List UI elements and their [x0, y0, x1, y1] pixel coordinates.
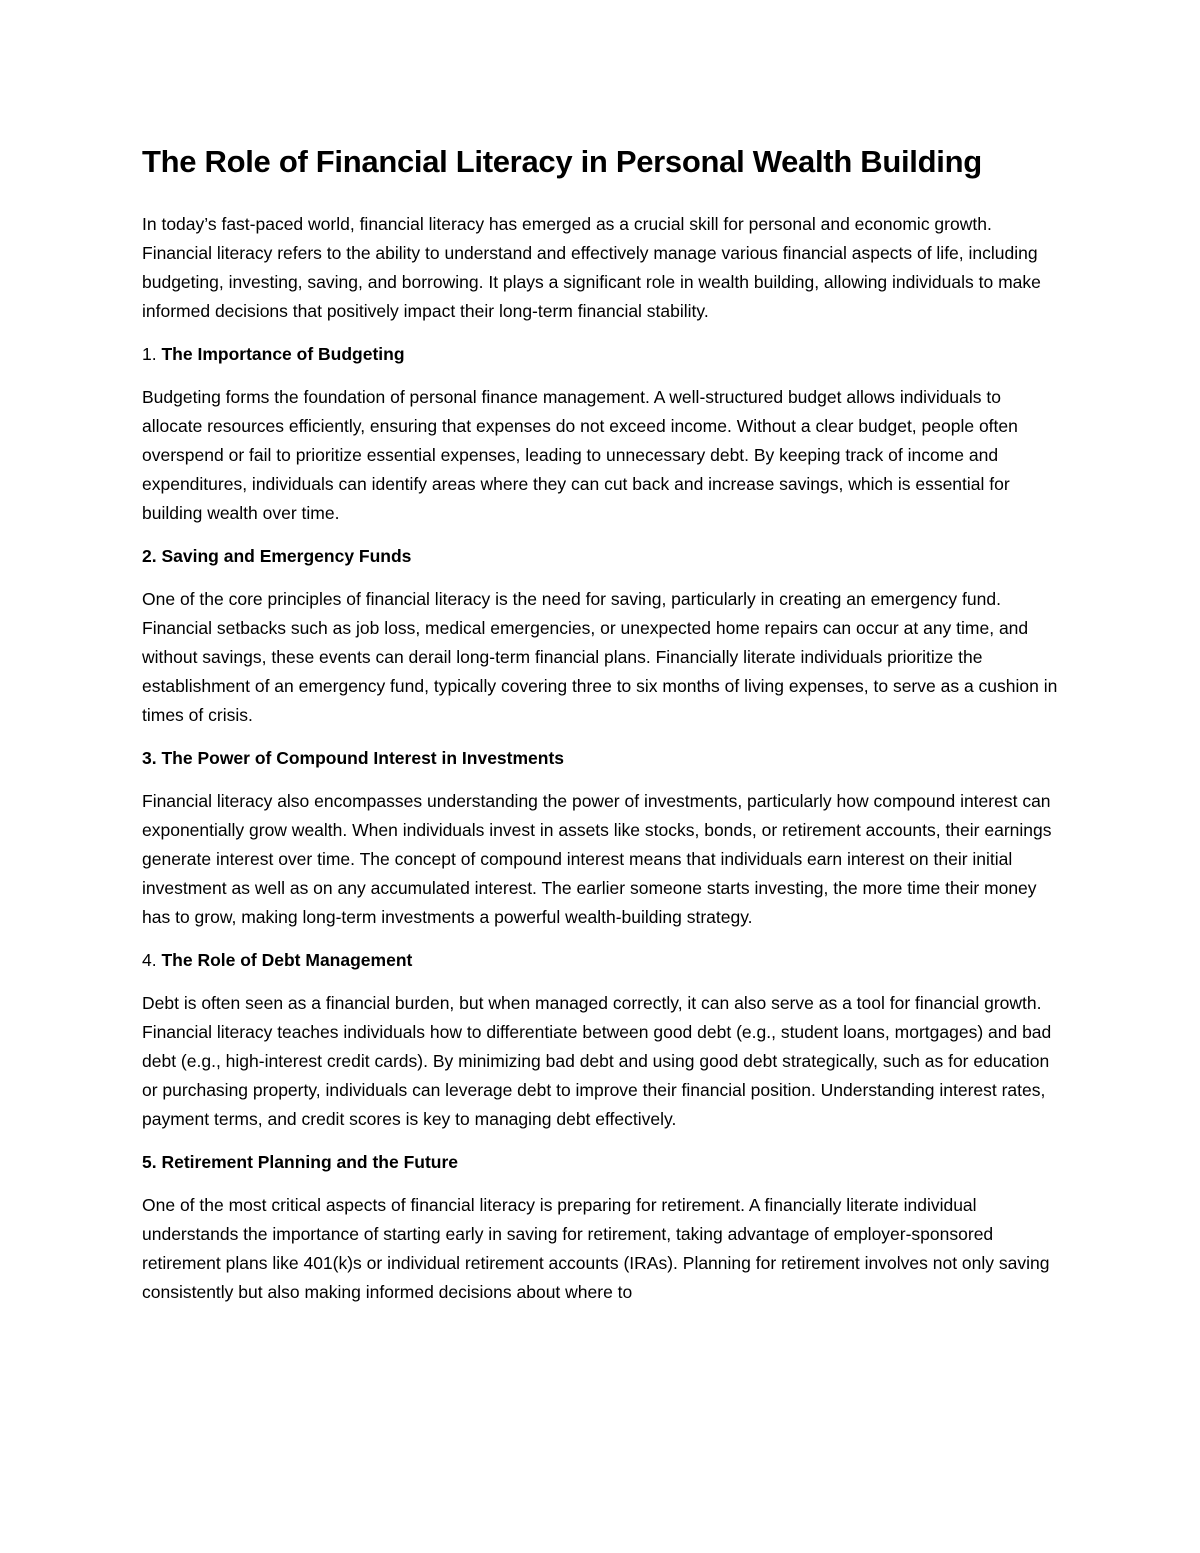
section-body-4: Debt is often seen as a financial burden, but when managed correctly, it can also serve as a tool for financial growth. Financial literacy teaches individuals how to differentiate between good debt (e.g., student loans, mortgages) and bad debt (e.g., high-interest credit cards). By minimizing bad debt and using good debt strategically, such as for education or purchasing property, individuals can leverage debt to improve their financial position. Understanding interest rates, payment terms, and credit scores is key to managing debt effectively.: [142, 993, 1052, 1129]
section-number: 4.: [142, 950, 157, 970]
section-heading-2: [142, 542, 1062, 571]
document-title: The Role of Financial Literacy in Personal Wealth Building: [142, 144, 982, 179]
section-title: Saving and Emergency Funds: [161, 546, 412, 566]
section-number: 3.: [142, 748, 157, 768]
section-body-5: One of the most critical aspects of financial literacy is preparing for retirement. A financially literate individual understands the importance of starting early in saving for retirement, taking advantage of employer-sponsored retirement plans like 401(k)s or individual retirement accounts (IRAs). Planning for retirement involves not only saving consistently but also making informed decisions about where to: [142, 1195, 1050, 1302]
section-heading-1: [142, 340, 1062, 369]
section-title: The Power of Compound Interest in Investments: [161, 748, 565, 768]
section-body-2: One of the core principles of financial literacy is the need for saving, particularly in creating an emergency fund. Financial setbacks such as job loss, medical emergencies, or unexpected home repairs can occur at any time, and without savings, these events can derail long-term financial plans. Financially literate individuals prioritize the establishment of an emergency fund, typically covering three to six months of living expenses, to serve as a cushion in times of crisis.: [142, 589, 1058, 725]
section-title: Retirement Planning and the Future: [161, 1152, 459, 1172]
section-body-1: Budgeting forms the foundation of personal finance management. A well-structured budget allows individuals to allocate resources efficiently, ensuring that expenses do not exceed income. Without a clear budget, people often overspend or fail to prioritize essential expenses, leading to unnecessary debt. By keeping track of income and expenditures, individuals can identify areas where they can cut back and increase savings, which is essential for building wealth over time.: [142, 387, 1018, 523]
document-page: [142, 140, 1062, 1321]
section-title: The Role of Debt Management: [161, 950, 413, 970]
section-heading-5: [142, 1148, 1062, 1177]
section-number: 5.: [142, 1152, 157, 1172]
section-number: 2.: [142, 546, 157, 566]
section-heading-3: [142, 744, 1062, 773]
intro-paragraph: In today’s fast-paced world, financial literacy has emerged as a crucial skill for personal and economic growth. Financial literacy refers to the ability to understand and effectively manage various financial aspects of life, including budgeting, investing, saving, and borrowing. It plays a significant role in wealth building, allowing individuals to make informed decisions that positively impact their long-term financial stability.: [142, 214, 1041, 321]
section-body-3: Financial literacy also encompasses understanding the power of investments, particularly how compound interest can exponentially grow wealth. When individuals invest in assets like stocks, bonds, or retirement accounts, their earnings generate interest over time. The concept of compound interest means that individuals earn interest on their initial investment as well as on any accumulated interest. The earlier someone starts investing, the more time their money has to grow, making long-term investments a powerful wealth-building strategy.: [142, 791, 1052, 927]
section-heading-4: [142, 946, 1062, 975]
section-number: 1.: [142, 344, 157, 364]
section-title: The Importance of Budgeting: [161, 344, 405, 364]
